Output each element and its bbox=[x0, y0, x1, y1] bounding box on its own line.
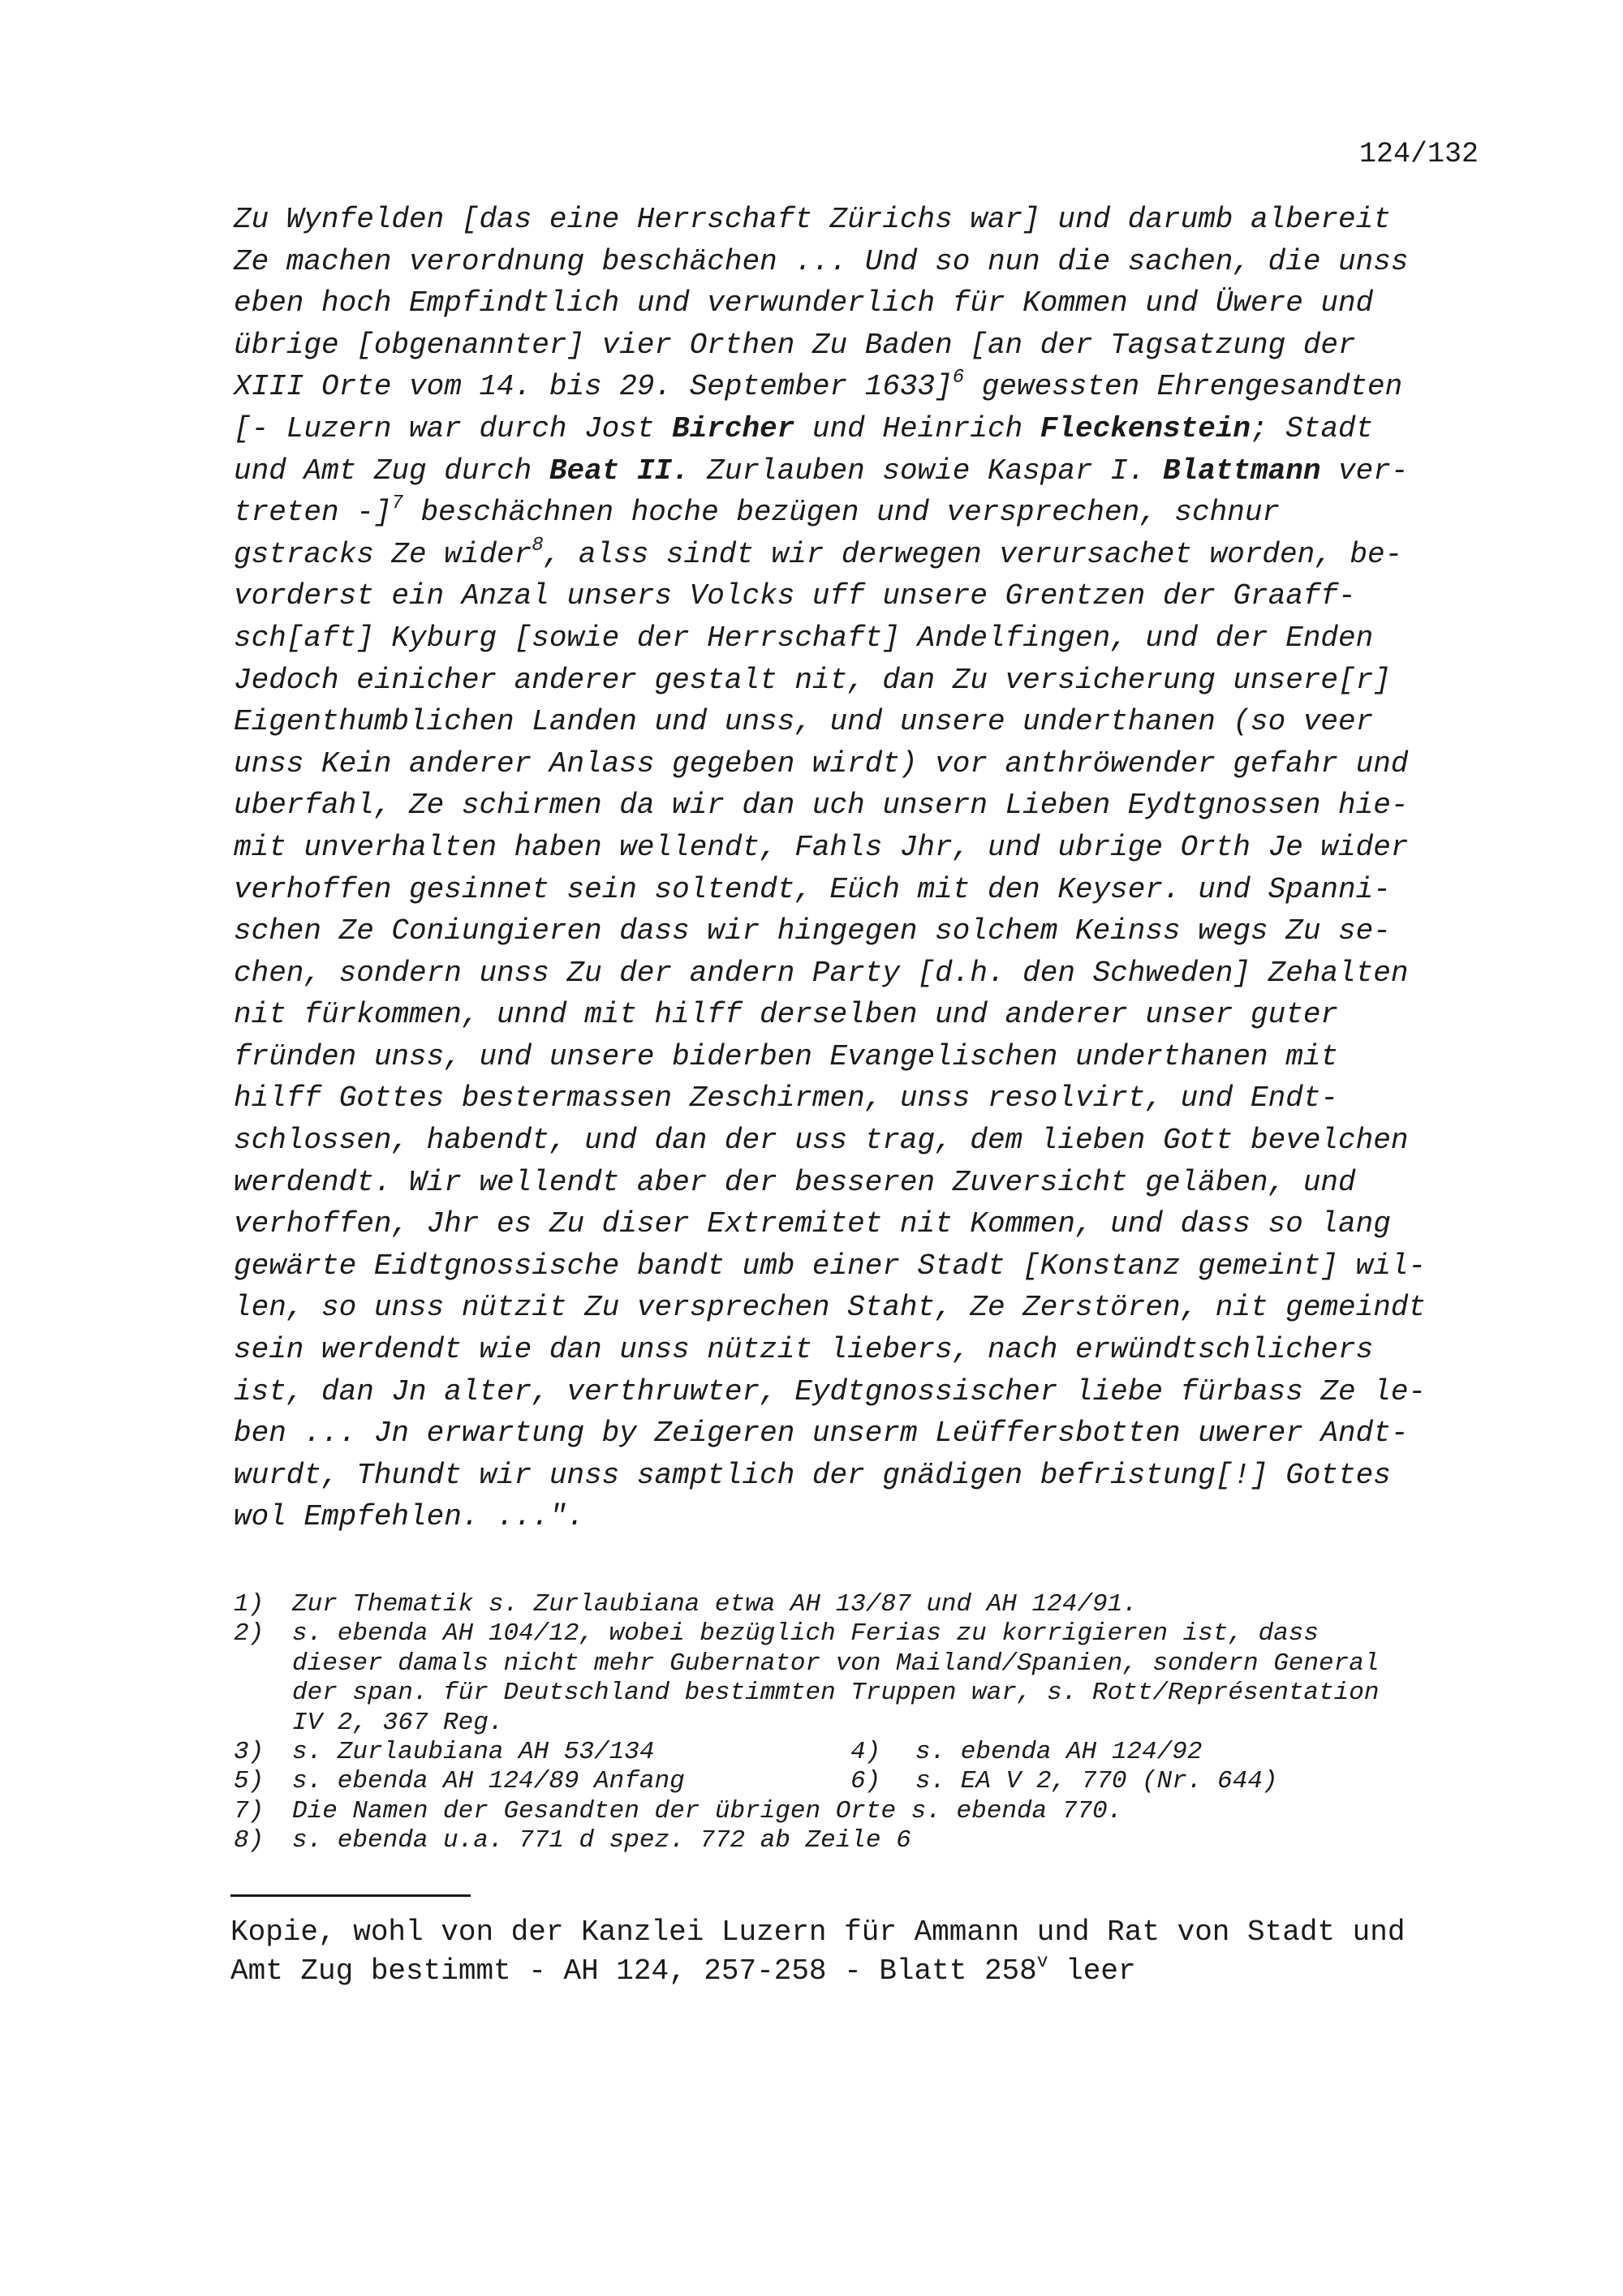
footnote-ref-8: 8 bbox=[532, 534, 544, 557]
footnote-7 bbox=[234, 1797, 1500, 1826]
text-line: sch[aft] Kyburg [sowie der Herrschaft] Andelfingen, und der Enden bbox=[234, 621, 1374, 655]
footnote-number: 8) bbox=[234, 1826, 265, 1855]
footnote-number: 4) bbox=[850, 1737, 881, 1766]
text-segment: Amt Zug bestimmt - AH 124, 257-258 - Blatt 258 bbox=[230, 1954, 1037, 1988]
footnote-text: Die Namen der Gesandten der übrigen Orte s. ebenda 770. bbox=[292, 1796, 1123, 1825]
text-line: vorderst ein Anzal unsers Volcks uff unsere Grentzen der Graaff- bbox=[234, 579, 1356, 613]
footnote-2-cont bbox=[234, 1679, 1500, 1708]
text-line: unss Kein anderer Anlass gegeben wirdt) vor anthröwender gefahr und bbox=[234, 746, 1409, 780]
page-number: 124/132 bbox=[1358, 138, 1479, 170]
text-line: Jedoch einicher anderer gestalt nit, dan Zu versicherung unsere[r] bbox=[234, 663, 1391, 697]
person-name: Blattmann bbox=[1163, 454, 1321, 488]
footnote-2-cont bbox=[234, 1709, 1500, 1738]
text-segment: ; Stadt bbox=[1251, 411, 1374, 445]
text-segment: ver- bbox=[1320, 454, 1409, 488]
footnote-text: s. EA V 2, 770 (Nr. 644) bbox=[915, 1767, 1278, 1796]
text-segment: beschächnen hoche bezügen und versprechen, schnur bbox=[403, 496, 1281, 530]
text-line: verhoffen, Jhr es Zu diser Extremitet nit Kommen, und dass so lang bbox=[234, 1207, 1391, 1241]
source-note bbox=[230, 1913, 1529, 1991]
text-line: gewärte Eidtgnossische bandt umb einer Stadt [Konstanz gemeint] wil- bbox=[234, 1249, 1427, 1283]
text-segment: , alss sindt wir derwegen verursachet worden, be- bbox=[543, 537, 1403, 571]
footnote-text: Zur Thematik s. Zurlaubiana etwa AH 13/87 und AH 124/91. bbox=[292, 1590, 1138, 1619]
person-name: Fleckenstein bbox=[1040, 411, 1251, 445]
footnote-number: 7) bbox=[234, 1796, 265, 1825]
text-line bbox=[234, 492, 1500, 534]
text-line: verhoffen gesinnet sein soltendt, Eüch mit den Keyser. und Spanni- bbox=[234, 872, 1391, 906]
text-line: hilff Gottes bestermassen Zeschirmen, unss resolvirt, und Endt- bbox=[234, 1081, 1339, 1116]
person-name: Bircher bbox=[672, 411, 795, 445]
text-segment: Zurlauben sowie Kaspar I. bbox=[689, 454, 1163, 488]
text-segment: [- Luzern war durch Jost bbox=[234, 411, 673, 445]
text-line: Eigenthumblichen Landen und unss, und unsere underthanen (so veer bbox=[234, 705, 1374, 739]
text-segment: gstracks Ze wider bbox=[234, 537, 532, 571]
footnotes bbox=[234, 1590, 1500, 1856]
footnote-number: 3) bbox=[234, 1737, 265, 1766]
text-line: mit unverhalten haben wellendt, Fahls Jhr, und ubrige Orth Je wider bbox=[234, 830, 1409, 864]
footnote-3-4 bbox=[234, 1738, 1500, 1767]
text-line: uberfahl, Ze schirmen da wir dan uch unsern Lieben Eydtgnossen hie- bbox=[234, 789, 1409, 823]
footnote-number: 6) bbox=[850, 1767, 881, 1796]
footnote-5-6 bbox=[234, 1767, 1500, 1796]
text-segment: leer bbox=[1048, 1954, 1136, 1988]
text-line: sein werdendt wie dan unss nützit liebers, nach erwündtschlichers bbox=[234, 1333, 1374, 1367]
text-line: übrige [obgenannter] vier Orthen Zu Baden [an der Tagsatzung der bbox=[234, 328, 1356, 362]
text-line: chen, sondern unss Zu der andern Party [d.h. den Schweden] Zehalten bbox=[234, 956, 1409, 990]
letter-text bbox=[234, 199, 1500, 1538]
text-line: eben hoch Empfindtlich und verwunderlich für Kommen und Üwere und bbox=[234, 286, 1374, 320]
text-segment: gewessten Ehrengesandten bbox=[964, 370, 1403, 404]
footnote-8 bbox=[234, 1826, 1500, 1855]
text-line bbox=[234, 534, 1500, 576]
footnote-text: s. ebenda u.a. 771 d spez. 772 ab Zeile 6 bbox=[292, 1826, 911, 1855]
text-line: wol Empfehlen. ...". bbox=[234, 1500, 585, 1534]
footnote-number: 2) bbox=[234, 1619, 265, 1649]
footnote-text: der span. für Deutschland bestimmten Truppen war, s. Rott/Représentation bbox=[292, 1679, 1380, 1708]
text-line: Zu Wynfelden [das eine Herrschaft Zürichs war] und darumb albereit bbox=[234, 203, 1391, 236]
footnote-text: dieser damals nicht mehr Gubernator von Mailand/Spanien, sondern General bbox=[292, 1649, 1380, 1678]
text-line: len, so unss nützit Zu versprechen Staht, Ze Zerstören, nit gemeindt bbox=[234, 1291, 1427, 1325]
source-line: Kopie, wohl von der Kanzlei Luzern für Ammann und Rat von Stadt und bbox=[230, 1915, 1406, 1949]
footnote-number: 1) bbox=[234, 1590, 265, 1619]
footnote-ref-7: 7 bbox=[391, 492, 403, 515]
footnote-text: s. ebenda AH 124/89 Anfang bbox=[292, 1767, 685, 1796]
footnote-text: s. ebenda AH 124/92 bbox=[915, 1737, 1203, 1766]
separator-rule bbox=[230, 1894, 471, 1897]
verso-mark: v bbox=[1036, 1951, 1048, 1972]
footnote-1 bbox=[234, 1590, 1500, 1619]
person-name: Beat II. bbox=[549, 454, 690, 488]
text-line: nit fürkommen, unnd mit hilff derselben und anderer unser guter bbox=[234, 998, 1339, 1032]
footnote-text: s. Zurlaubiana AH 53/134 bbox=[292, 1737, 655, 1766]
text-line: fründen unss, und unsere biderben Evangelischen underthanen mit bbox=[234, 1039, 1339, 1073]
text-line: werdendt. Wir wellendt aber der besseren Zuversicht geläben, und bbox=[234, 1165, 1356, 1199]
text-line: ist, dan Jn alter, verthruwter, Eydtgnossischer liebe fürbass Ze le- bbox=[234, 1374, 1427, 1408]
footnote-2-cont bbox=[234, 1649, 1500, 1679]
text-line bbox=[234, 408, 1500, 450]
text-line: wurdt, Thundt wir unss samptlich der gnädigen befristung[!] Gottes bbox=[234, 1458, 1391, 1492]
text-segment: XIII Orte vom 14. bis 29. September 1633] bbox=[234, 370, 953, 404]
footnote-2 bbox=[234, 1619, 1500, 1649]
text-line: ben ... Jn erwartung by Zeigeren unserm Leüffersbotten uwerer Andt- bbox=[234, 1417, 1409, 1451]
text-segment: und Heinrich bbox=[794, 411, 1040, 445]
source-line bbox=[230, 1952, 1529, 1991]
text-line bbox=[234, 366, 1500, 408]
footnote-number: 5) bbox=[234, 1767, 265, 1796]
text-segment: und Amt Zug durch bbox=[234, 454, 549, 488]
text-segment: treten -] bbox=[234, 496, 392, 530]
footnote-text: IV 2, 367 Reg. bbox=[292, 1708, 504, 1737]
text-line bbox=[234, 450, 1500, 492]
text-line: schen Ze Coniungieren dass wir hingegen solchem Keinss wegs Zu se- bbox=[234, 914, 1391, 948]
text-line: Ze machen verordnung beschächen ... Und so nun die sachen, die unss bbox=[234, 244, 1409, 278]
footnote-ref-6: 6 bbox=[952, 367, 965, 389]
text-line: schlossen, habendt, und dan der uss trag, dem lieben Gott bevelchen bbox=[234, 1124, 1409, 1158]
footnote-text: s. ebenda AH 104/12, wobei bezüglich Ferias zu korrigieren ist, dass bbox=[292, 1619, 1319, 1649]
